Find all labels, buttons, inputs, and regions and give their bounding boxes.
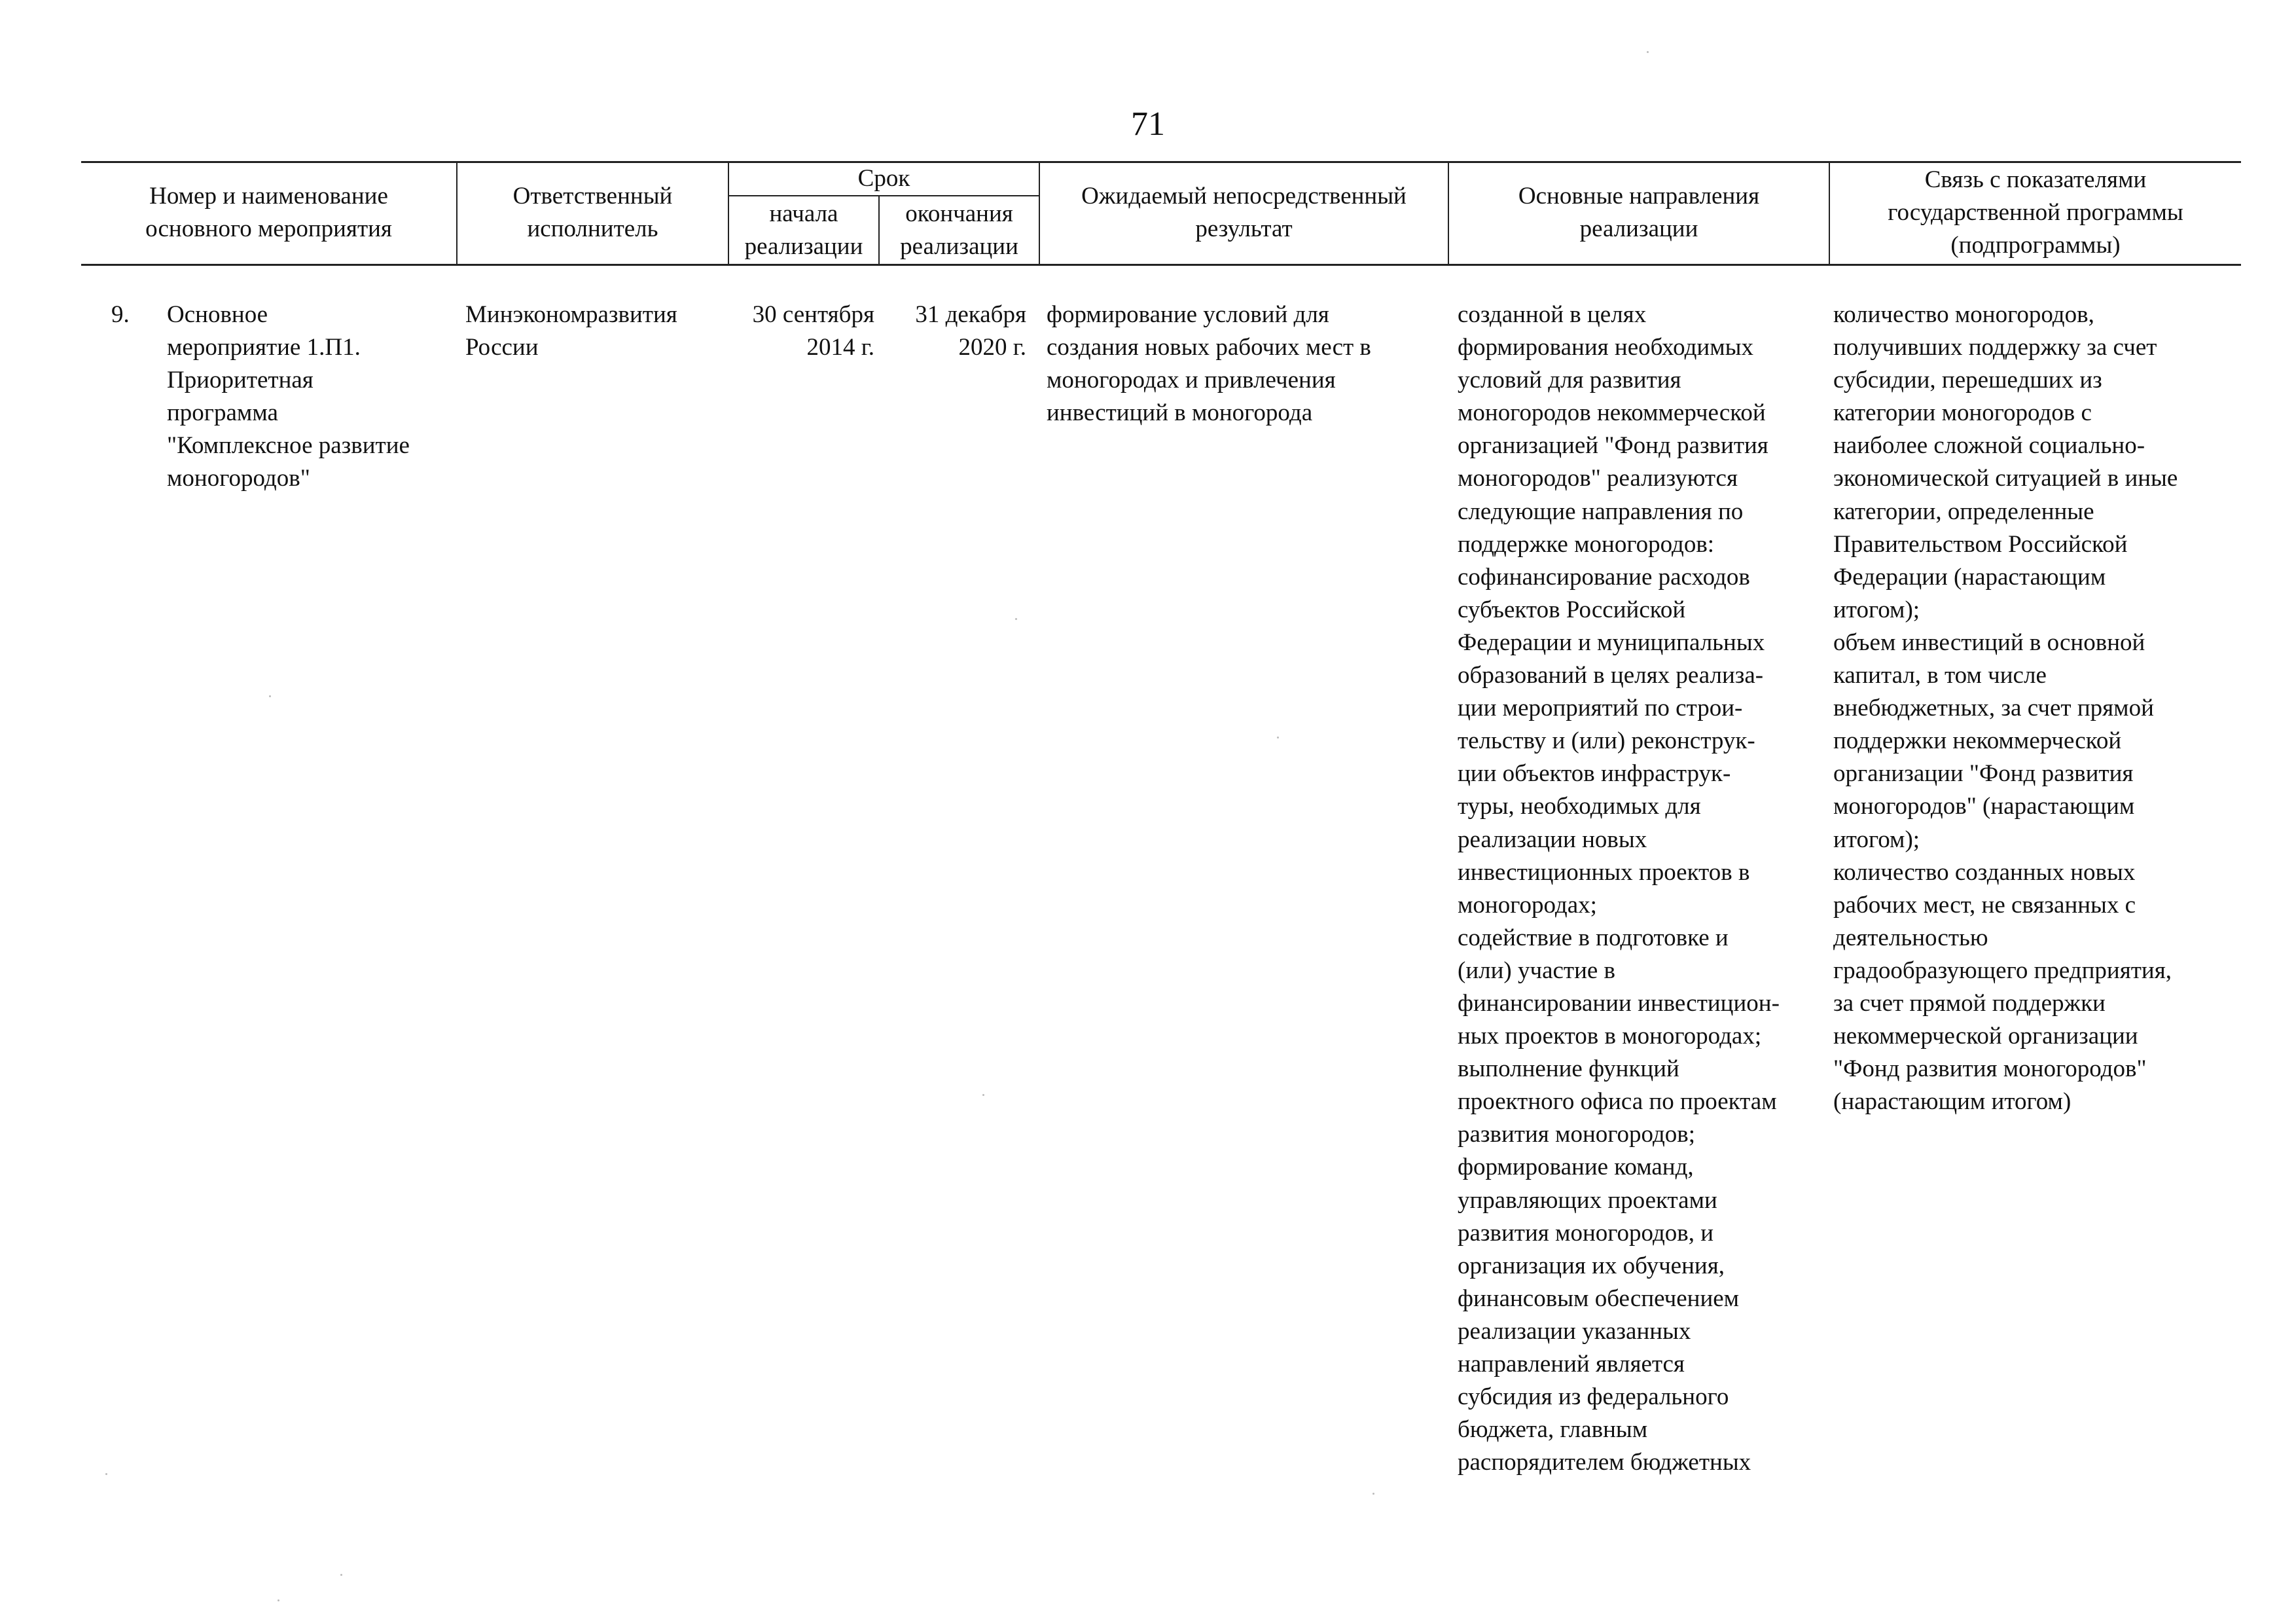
header-indicators: Связь с показателями государственной программы (подпрограммы)	[1888, 166, 2183, 259]
scan-speck	[1647, 51, 1649, 53]
start-date: 30 сентября 2014 г.	[752, 301, 874, 361]
indicators: количество моногородов, получивших поддержку за счет субсидии, перешедших из категории моногородов с наиболее сложной социально- экономической ситуацией в иные категории, определенные Правительством Российской Федерации (нарастающим итогом); объем инвестиций в основной капитал, в том числе внебюджетных, за счет прямой поддержки некоммерческой организации "Фонд развития моногородов" (нарастающим итогом); количество созданных новых рабочих мест, не связанных с деятельностью градообразующего предприятия, за счет прямой поддержки некоммерческой организации "Фонд развития моногородов" (нарастающим итогом)	[1833, 301, 2178, 1116]
header-event-name: Номер и наименование основного мероприятия	[145, 183, 392, 242]
table-top-rule	[81, 161, 2241, 163]
main-directions: созданной в целях формирования необходимых условий для развития моногородов некоммерческой организацией "Фонд развития моногородов" реализуются следующие направления по поддержке моногородов: софинансирование расходов субъектов Российской Федерации и муниципальных образований в целях реализа- ции мероприятий по строи- тельству и (или) реконструк- ции объектов инфраструк- туры, необходимых для реализации новых инвестиционных проектов в моногородах; содействие в подготовке и (или) участие в финансировании инвестицион- ных проектов в моногородах; выполнение функций проектного офиса по проектам развития моногородов; формирование команд, управляющих проектами развития моногородов, и организация их обучения, финансовым обеспечением реализации указанных направлений является субсидия из федерального бюджета, главным распорядителем бюджетных	[1458, 301, 1780, 1476]
header-start: начала реализации	[744, 200, 863, 260]
scan-speck	[1015, 618, 1017, 620]
scan-speck	[105, 1473, 107, 1475]
executor: Минэкономразвития России	[465, 301, 677, 361]
event-name: Основное мероприятие 1.П1. Приоритетная программа "Комплексное развитие моногородов"	[167, 301, 410, 492]
scan-speck	[982, 1094, 984, 1096]
end-date: 31 декабря 2020 г.	[915, 301, 1026, 361]
scan-speck	[278, 1599, 279, 1601]
expected-result: формирование условий для создания новых рабочих мест в моногородах и привлечения инвестиций в моногорода	[1047, 301, 1371, 427]
scan-speck	[269, 695, 271, 697]
term-subheader-rule	[728, 195, 1040, 196]
header-expected-result: Ожидаемый непосредственный результат	[1081, 183, 1407, 242]
header-end: окончания реализации	[900, 200, 1018, 260]
row-number: 9.	[111, 301, 130, 328]
header-bottom-rule	[81, 264, 2241, 266]
page-number: 71	[1131, 105, 1165, 143]
header-term: Срок	[857, 165, 910, 192]
scan-speck	[1277, 737, 1279, 739]
scan-speck	[1372, 1493, 1374, 1495]
header-main-directions: Основные направления реализации	[1518, 183, 1760, 242]
header-executor: Ответственный исполнитель	[512, 183, 673, 242]
scan-speck	[340, 1574, 342, 1576]
